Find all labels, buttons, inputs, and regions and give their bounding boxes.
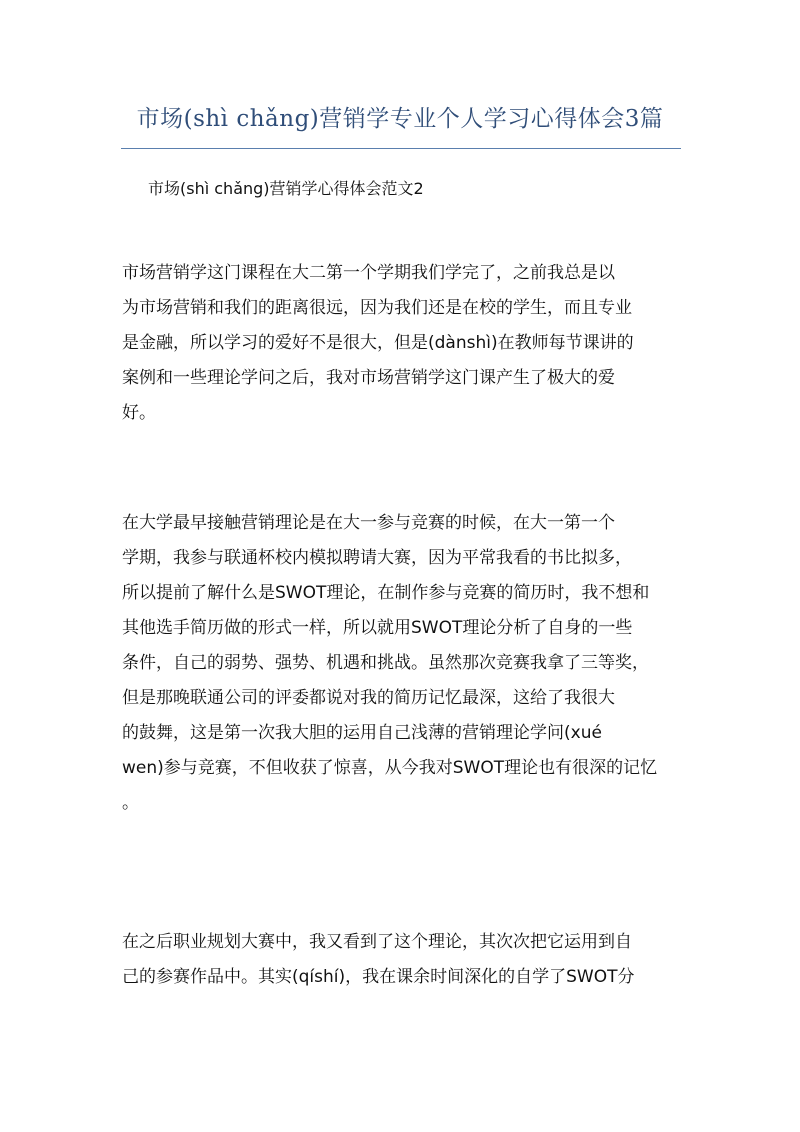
paragraph-1 <box>122 256 682 431</box>
paragraph-3 <box>122 925 682 995</box>
paragraph-line: 在大学最早接触营销理论是在大一参与竞赛的时候，在大一第一个 <box>122 513 615 533</box>
paragraph-line: 是金融，所以学习的爱好不是很大，但是(dànshì)在教师每节课讲的 <box>122 333 634 353</box>
paragraph-line: 其他选手简历做的形式一样，所以就用SWOT理论分析了自身的一些 <box>122 618 633 638</box>
paragraph-line: 案例和一些理论学问之后，我对市场营销学这门课产生了极大的爱 <box>122 368 615 388</box>
paragraph-2 <box>122 506 682 821</box>
paragraph-line: 己的参赛作品中。其实(qíshí)，我在课余时间深化的自学了SWOT分 <box>122 967 635 987</box>
paragraph-line: 所以提前了解什么是SWOT理论，在制作参与竞赛的简历时，我不想和 <box>122 583 650 603</box>
document-subtitle: 市场(shì chǎng)营销学心得体会范文2 <box>148 179 424 198</box>
paragraph-line: wen)参与竞赛，不但收获了惊喜，从今我对SWOT理论也有很深的记忆 <box>122 758 658 778</box>
paragraph-line: 但是那晚联通公司的评委都说对我的简历记忆最深，这给了我很大 <box>122 688 615 708</box>
paragraph-line: 为市场营销和我们的距离很远，因为我们还是在校的学生，而且专业 <box>122 298 632 318</box>
paragraph-line: 学期，我参与联通杯校内模拟聘请大赛，因为平常我看的书比拟多， <box>122 548 632 568</box>
paragraph-line: 市场营销学这门课程在大二第一个学期我们学完了，之前我总是以 <box>122 263 615 283</box>
title-divider <box>121 148 681 149</box>
paragraph-line: 好。 <box>122 403 156 423</box>
document-title: 市场(shì chǎng)营销学专业个人学习心得体会3篇 <box>136 106 664 132</box>
paragraph-line: 。 <box>122 793 139 813</box>
paragraph-line: 条件，自己的弱势、强势、机遇和挑战。虽然那次竞赛我拿了三等奖， <box>122 653 649 673</box>
paragraph-line: 在之后职业规划大赛中，我又看到了这个理论，其次次把它运用到自 <box>122 932 632 952</box>
paragraph-line: 的鼓舞，这是第一次我大胆的运用自己浅薄的营销理论学问(xué <box>122 723 602 743</box>
